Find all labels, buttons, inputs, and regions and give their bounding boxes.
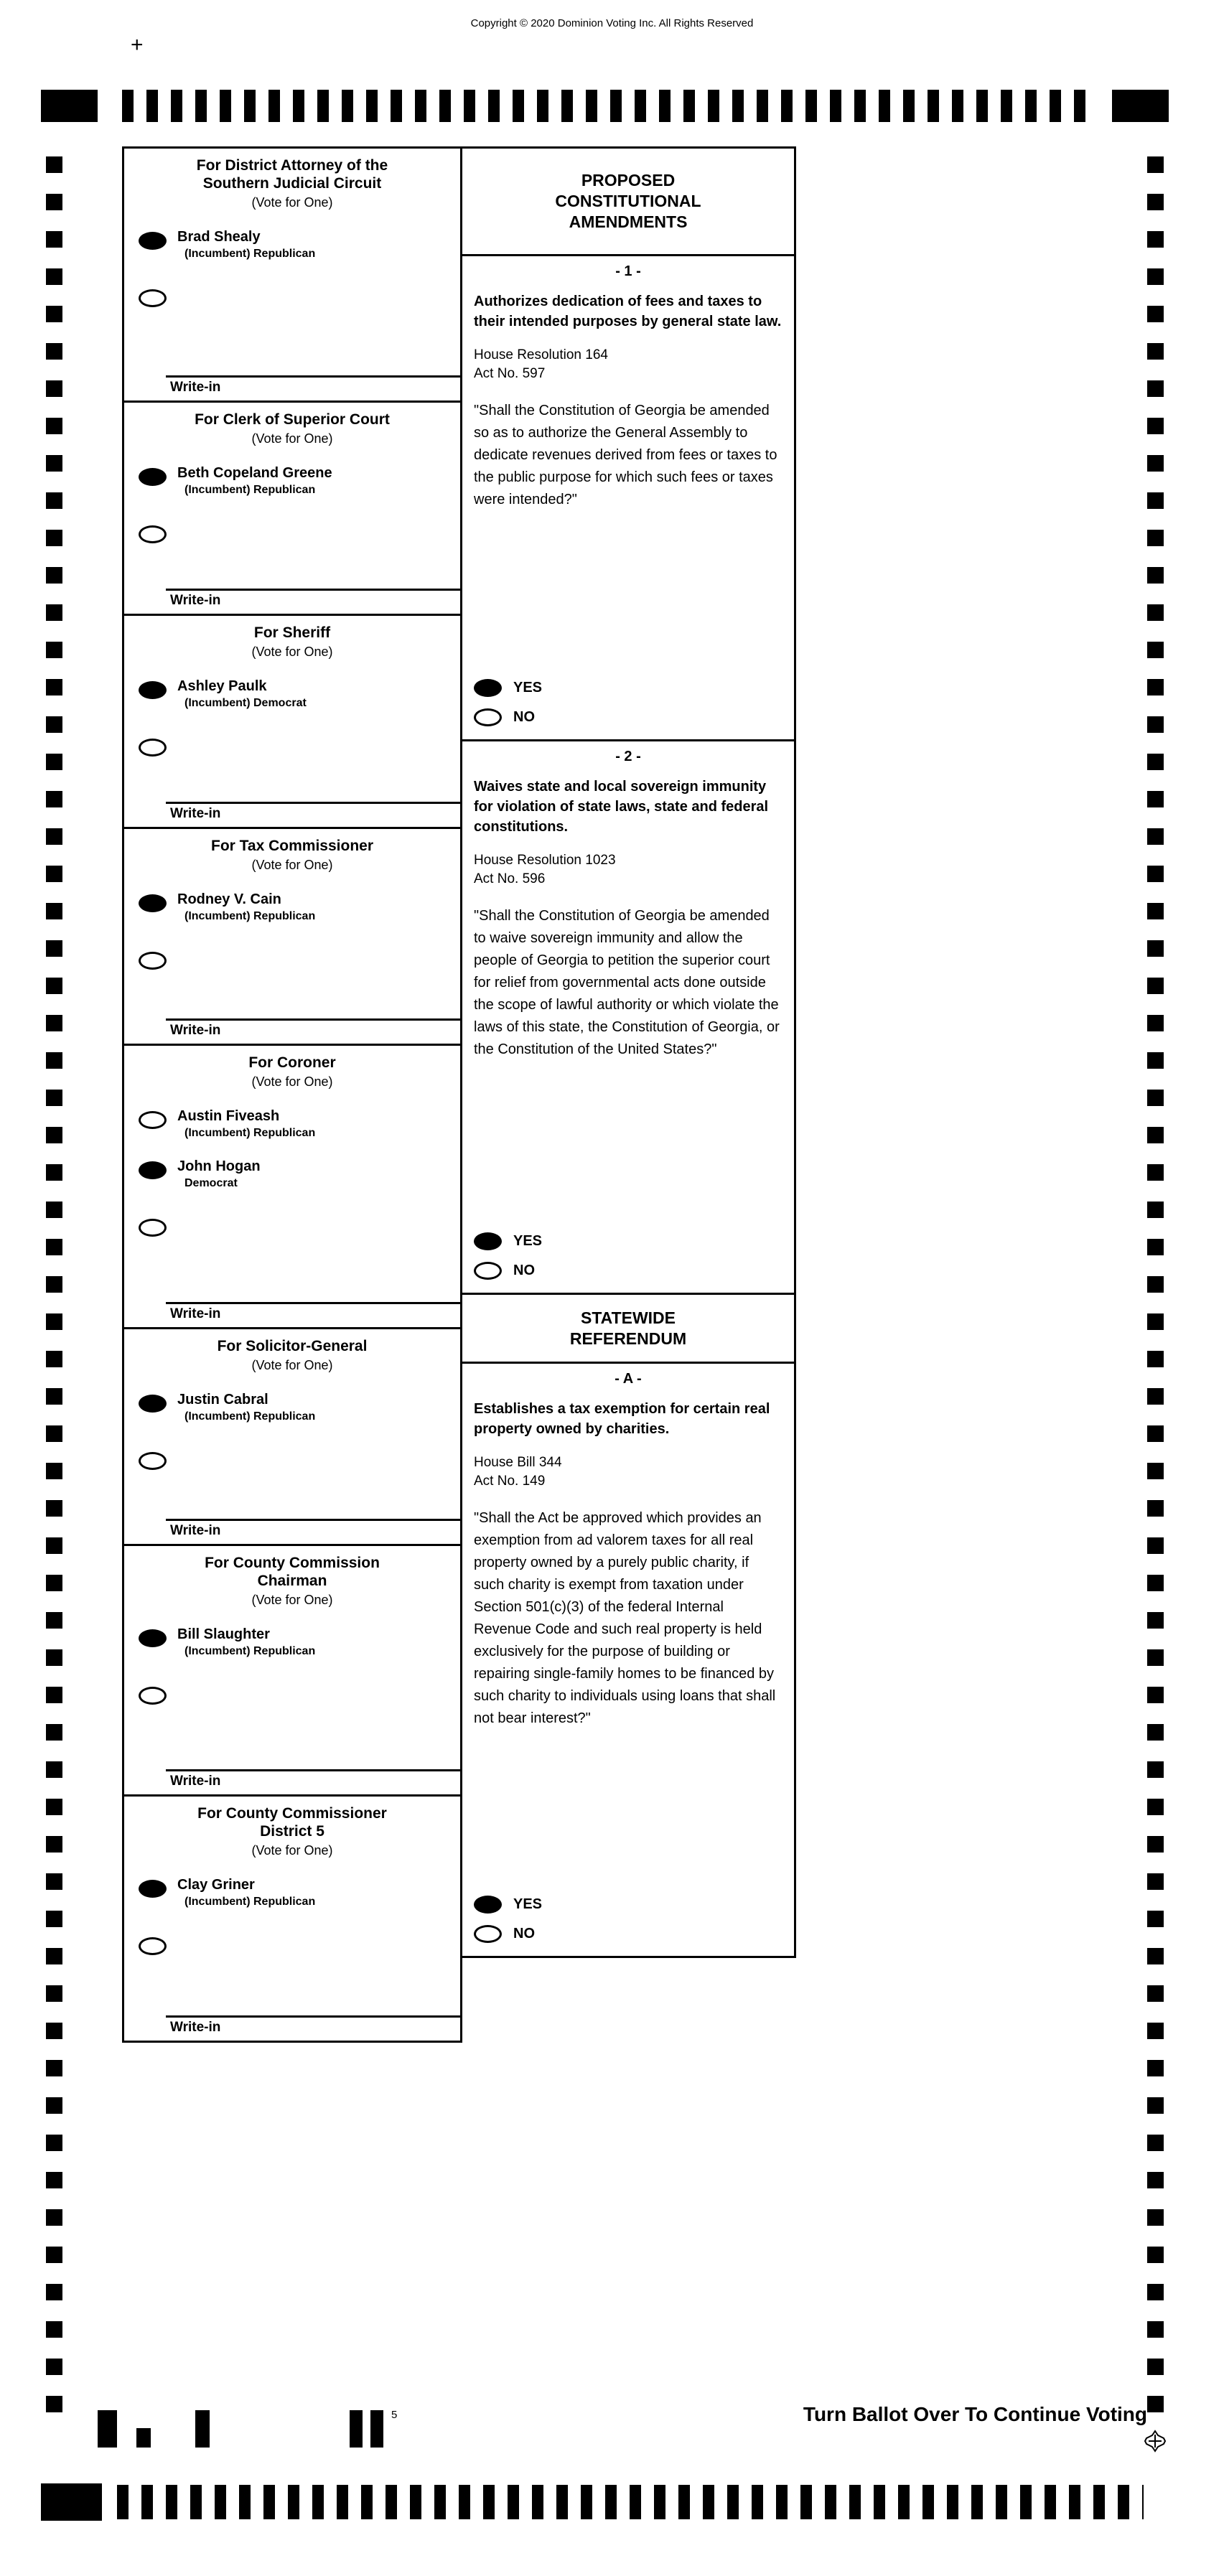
timing-marks-left bbox=[46, 156, 62, 2414]
candidate-party: (Incumbent) Republican bbox=[184, 1127, 316, 1140]
write-in-line bbox=[166, 1018, 460, 1021]
candidate-text bbox=[177, 678, 307, 710]
contest-clerk-superior-court bbox=[122, 401, 462, 616]
candidate-row bbox=[139, 1877, 460, 1908]
vote-oval[interactable] bbox=[139, 1111, 167, 1129]
write-in-label: Write-in bbox=[170, 593, 221, 608]
vote-for-instruction: (Vote for One) bbox=[251, 195, 333, 210]
write-in-block bbox=[124, 589, 460, 614]
no-label: NO bbox=[513, 1926, 535, 1942]
candidate-name: Austin Fiveash bbox=[177, 1108, 280, 1125]
write-in-oval[interactable] bbox=[139, 525, 167, 543]
contest-coroner bbox=[122, 1044, 462, 1329]
yes-oval[interactable] bbox=[474, 1232, 502, 1250]
timing-marks-top bbox=[122, 90, 1095, 122]
measure-ref-line-2: Act No. 596 bbox=[474, 871, 546, 886]
measure-number: - A - bbox=[615, 1371, 642, 1387]
measure-question: "Shall the Constitution of Georgia be amended so as to authorize the General Assembly to dedicate revenues derived from fees or taxes to the public purpose for which such fees or taxes were intended?" bbox=[474, 403, 777, 508]
yes-row bbox=[474, 679, 782, 697]
write-in-line bbox=[166, 1302, 460, 1304]
candidate-row bbox=[139, 891, 460, 923]
vote-oval[interactable] bbox=[139, 232, 167, 250]
candidate-party: (Incumbent) Republican bbox=[184, 1410, 316, 1423]
measure-reference bbox=[474, 1453, 782, 1490]
write-in-label: Write-in bbox=[170, 1023, 221, 1038]
vote-for-instruction: (Vote for One) bbox=[251, 1593, 333, 1608]
measure-summary: Establishes a tax exemption for certain real property owned by charities. bbox=[474, 1401, 770, 1437]
contest-title: For County Commissioner District 5 bbox=[197, 1805, 387, 1840]
write-in-oval[interactable] bbox=[139, 1452, 167, 1470]
no-label: NO bbox=[513, 1263, 535, 1278]
candidate-text bbox=[177, 1877, 315, 1908]
candidate-text bbox=[177, 1158, 261, 1190]
measure-votes bbox=[474, 668, 782, 726]
candidate-name: Clay Griner bbox=[177, 1877, 255, 1893]
write-in-line bbox=[166, 1769, 460, 1771]
vote-for-instruction: (Vote for One) bbox=[251, 858, 333, 873]
write-in-line bbox=[166, 589, 460, 591]
measure-ref-line-1: House Resolution 164 bbox=[474, 347, 608, 362]
orientation-bar bbox=[370, 2410, 383, 2448]
yes-oval[interactable] bbox=[474, 679, 502, 697]
write-in-label: Write-in bbox=[170, 806, 221, 821]
candidate-party: (Incumbent) Democrat bbox=[184, 697, 307, 710]
write-in-line bbox=[166, 375, 460, 378]
measure-ref-line-1: House Resolution 1023 bbox=[474, 853, 616, 868]
vote-oval[interactable] bbox=[139, 1880, 167, 1898]
contest-district-attorney bbox=[122, 146, 462, 403]
timing-marks-right bbox=[1147, 156, 1164, 2414]
timing-block-top-left bbox=[41, 90, 98, 122]
write-in-block bbox=[124, 375, 460, 401]
measure-reference bbox=[474, 346, 782, 383]
no-row bbox=[474, 1262, 782, 1280]
vote-oval[interactable] bbox=[139, 1161, 167, 1179]
measure-ref-line-2: Act No. 149 bbox=[474, 1473, 546, 1489]
write-in-label: Write-in bbox=[170, 380, 221, 395]
write-in-oval-row bbox=[139, 1687, 460, 1705]
contest-title: For Sheriff bbox=[253, 624, 331, 641]
candidate-name: John Hogan bbox=[177, 1158, 261, 1175]
candidate-row bbox=[139, 465, 460, 497]
vote-oval[interactable] bbox=[139, 1395, 167, 1413]
measure-reference bbox=[474, 851, 782, 888]
orientation-bar bbox=[195, 2410, 210, 2448]
candidate-row bbox=[139, 1626, 460, 1658]
no-row bbox=[474, 708, 782, 726]
orientation-bar bbox=[98, 2410, 117, 2448]
vote-oval[interactable] bbox=[139, 468, 167, 486]
contest-title: For District Attorney of the Southern Judicial Circuit bbox=[196, 157, 388, 192]
write-in-oval[interactable] bbox=[139, 952, 167, 970]
candidate-name: Rodney V. Cain bbox=[177, 891, 281, 908]
no-oval[interactable] bbox=[474, 1925, 502, 1943]
measure-question: "Shall the Act be approved which provides an exemption from ad valorem taxes for all real property owned by a purely public charity, if such charity is exempt from taxation under Section 501(c)(3) of the federal Internal Revenue Code and such real property is held exclusively for the purpose of building or repairing single-family homes to be financed by such charity to individuals using loans that shall not bear interest?" bbox=[474, 1510, 776, 1727]
candidate-row bbox=[139, 1108, 460, 1140]
write-in-line bbox=[166, 2015, 460, 2018]
referendum-header-text: STATEWIDE REFERENDUM bbox=[569, 1308, 687, 1348]
write-in-oval[interactable] bbox=[139, 1937, 167, 1955]
measure-question: "Shall the Constitution of Georgia be amended to waive sovereign immunity and allow the people of Georgia to petition the superior court for relief from governmental acts done outside the scope of lawful authority or which violate the laws of this state, the Constitution of Georgia, or the Constitution of the United States?" bbox=[474, 908, 780, 1058]
amendments-header bbox=[460, 146, 796, 256]
write-in-oval-row bbox=[139, 289, 460, 307]
candidate-text bbox=[177, 465, 332, 497]
measure-votes bbox=[474, 1884, 782, 1943]
candidate-name: Ashley Paulk bbox=[177, 678, 267, 695]
candidate-party: (Incumbent) Republican bbox=[184, 1896, 316, 1908]
contest-commission-chairman bbox=[122, 1544, 462, 1797]
write-in-label: Write-in bbox=[170, 1306, 221, 1321]
registration-plus-mark: + bbox=[131, 33, 144, 57]
vote-for-instruction: (Vote for One) bbox=[251, 1074, 333, 1090]
candidate-party: (Incumbent) Republican bbox=[184, 1645, 316, 1658]
alignment-crosshair-icon bbox=[1143, 2429, 1167, 2457]
candidate-name: Bill Slaughter bbox=[177, 1626, 270, 1643]
measure-number: - 2 - bbox=[615, 749, 641, 764]
vote-oval[interactable] bbox=[139, 681, 167, 699]
timing-marks-bottom bbox=[117, 2485, 1144, 2519]
write-in-oval-row bbox=[139, 1452, 460, 1470]
no-oval[interactable] bbox=[474, 708, 502, 726]
vote-oval[interactable] bbox=[139, 894, 167, 912]
write-in-block bbox=[124, 1302, 460, 1327]
yes-oval[interactable] bbox=[474, 1896, 502, 1914]
write-in-label: Write-in bbox=[170, 1774, 221, 1789]
referendum-a bbox=[460, 1362, 796, 1958]
contest-solicitor-general bbox=[122, 1327, 462, 1546]
write-in-label: Write-in bbox=[170, 1523, 221, 1538]
contest-title: For County Commission Chairman bbox=[205, 1555, 380, 1590]
write-in-oval[interactable] bbox=[139, 1219, 167, 1237]
candidate-party: (Incumbent) Republican bbox=[184, 910, 316, 923]
candidate-name: Brad Shealy bbox=[177, 229, 261, 245]
corner-mark: 5 bbox=[391, 2409, 398, 2421]
yes-label: YES bbox=[513, 1896, 543, 1912]
candidate-text bbox=[177, 1108, 315, 1140]
measure-ref-line-1: House Bill 344 bbox=[474, 1455, 562, 1470]
turn-ballot-over-instruction: Turn Ballot Over To Continue Voting bbox=[803, 2403, 1147, 2425]
candidate-party: (Incumbent) Republican bbox=[184, 248, 316, 261]
write-in-block bbox=[124, 2015, 460, 2041]
no-oval[interactable] bbox=[474, 1262, 502, 1280]
yes-row bbox=[474, 1896, 782, 1914]
referendum-header bbox=[460, 1293, 796, 1364]
write-in-oval-row bbox=[139, 1937, 460, 1955]
vote-for-instruction: (Vote for One) bbox=[251, 1843, 333, 1858]
measure-summary: Authorizes dedication of fees and taxes to their intended purposes by general state law. bbox=[474, 294, 782, 329]
contest-tax-commissioner bbox=[122, 827, 462, 1046]
candidate-name: Beth Copeland Greene bbox=[177, 465, 332, 482]
no-label: NO bbox=[513, 709, 535, 725]
write-in-oval-row bbox=[139, 952, 460, 970]
candidate-row bbox=[139, 1392, 460, 1423]
timing-block-bottom-left bbox=[41, 2483, 102, 2521]
candidate-text bbox=[177, 1626, 315, 1658]
amendment-1 bbox=[460, 254, 796, 741]
contest-title: For Clerk of Superior Court bbox=[195, 411, 390, 428]
write-in-block bbox=[124, 1018, 460, 1044]
candidate-text bbox=[177, 891, 315, 923]
candidate-row bbox=[139, 1158, 460, 1190]
write-in-oval[interactable] bbox=[139, 739, 167, 757]
write-in-oval[interactable] bbox=[139, 289, 167, 307]
contest-commissioner-district-5 bbox=[122, 1794, 462, 2043]
measure-ref-line-2: Act No. 597 bbox=[474, 365, 546, 381]
measures-column bbox=[460, 146, 796, 1958]
write-in-block bbox=[124, 802, 460, 827]
measure-votes bbox=[474, 1221, 782, 1280]
contest-sheriff bbox=[122, 614, 462, 829]
no-row bbox=[474, 1925, 782, 1943]
candidate-name: Justin Cabral bbox=[177, 1392, 268, 1408]
timing-block-top-right bbox=[1112, 90, 1169, 122]
write-in-line bbox=[166, 1519, 460, 1521]
contest-title: For Tax Commissioner bbox=[211, 838, 373, 854]
measure-number: - 1 - bbox=[615, 263, 641, 279]
write-in-oval[interactable] bbox=[139, 1687, 167, 1705]
measure-summary: Waives state and local sovereign immunity for violation of state laws, state and federal constitutions. bbox=[474, 779, 769, 835]
orientation-bar bbox=[350, 2410, 363, 2448]
vote-for-instruction: (Vote for One) bbox=[251, 431, 333, 446]
yes-row bbox=[474, 1232, 782, 1250]
write-in-block bbox=[124, 1519, 460, 1544]
candidate-party: (Incumbent) Republican bbox=[184, 484, 316, 497]
candidate-row bbox=[139, 678, 460, 710]
contest-title: For Coroner bbox=[248, 1054, 336, 1071]
candidate-text bbox=[177, 229, 315, 261]
write-in-oval-row bbox=[139, 739, 460, 757]
vote-for-instruction: (Vote for One) bbox=[251, 645, 333, 660]
amendment-2 bbox=[460, 739, 796, 1295]
copyright-notice: Copyright © 2020 Dominion Voting Inc. All Rights Reserved bbox=[470, 17, 754, 29]
yes-label: YES bbox=[513, 680, 543, 695]
write-in-oval-row bbox=[139, 1219, 460, 1237]
write-in-label: Write-in bbox=[170, 2020, 221, 2035]
amendments-header-text: PROPOSED CONSTITUTIONAL AMENDMENTS bbox=[555, 171, 701, 231]
candidate-text bbox=[177, 1392, 315, 1423]
write-in-block bbox=[124, 1769, 460, 1794]
candidate-party: Democrat bbox=[184, 1177, 238, 1190]
write-in-line bbox=[166, 802, 460, 804]
contests-column bbox=[122, 146, 462, 2043]
yes-label: YES bbox=[513, 1233, 543, 1249]
candidate-row bbox=[139, 229, 460, 261]
vote-for-instruction: (Vote for One) bbox=[251, 1358, 333, 1373]
write-in-oval-row bbox=[139, 525, 460, 543]
vote-oval[interactable] bbox=[139, 1629, 167, 1647]
contest-title: For Solicitor-General bbox=[217, 1338, 368, 1354]
orientation-bar bbox=[136, 2428, 151, 2448]
